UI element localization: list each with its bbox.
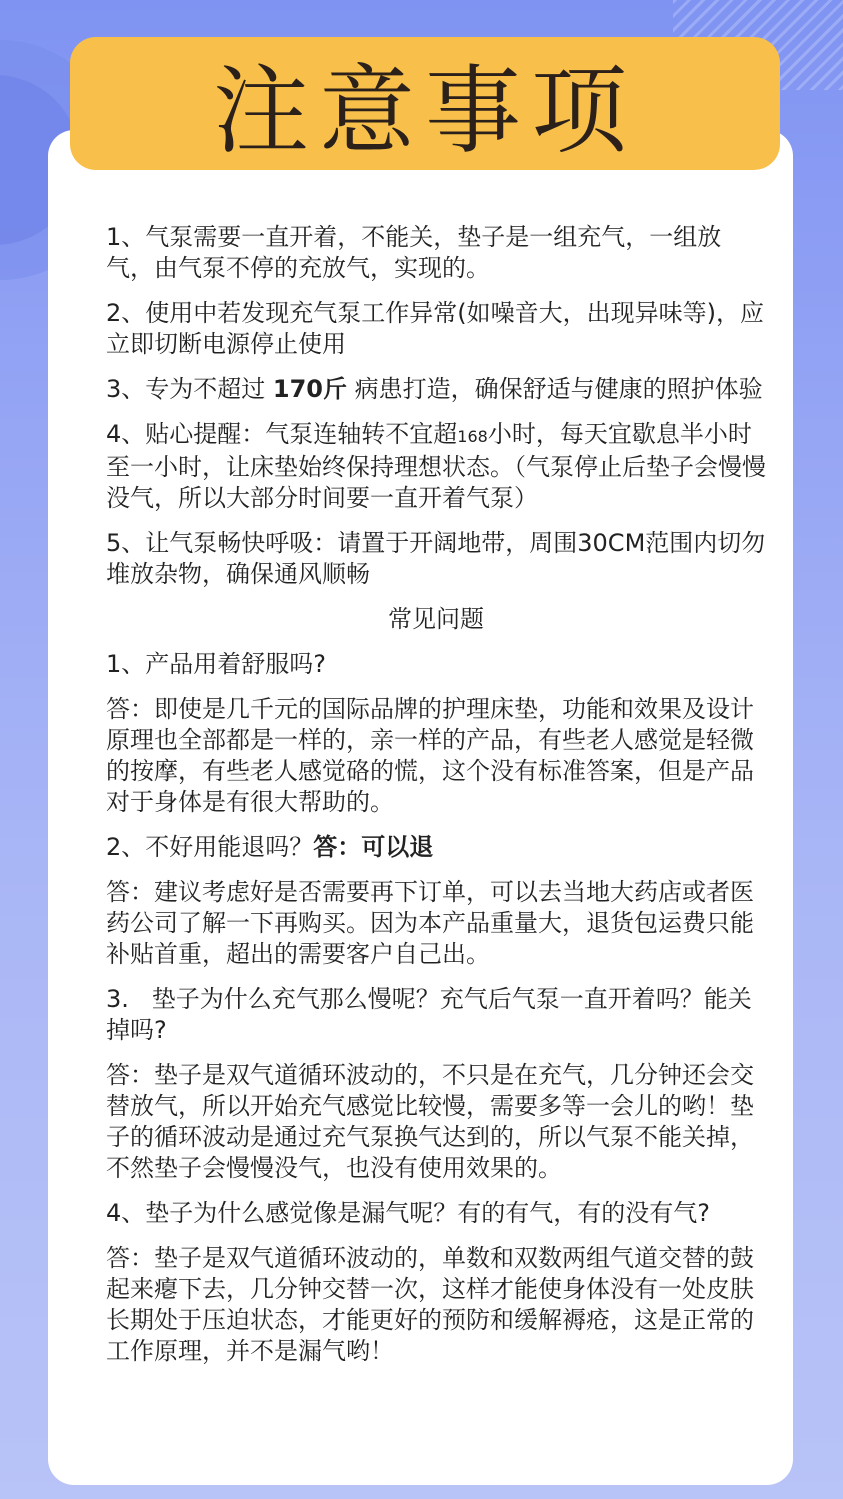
faq-heading: 常见问题 [388, 605, 484, 633]
faq-question-2-text: 2、不好用能退吗？ [106, 833, 314, 861]
faq-question-3: 3. 垫子为什么充气那么慢呢？充气后气泵一直开着吗？能关掉吗? [106, 985, 752, 1044]
note-4-text-end: 小时，每天宜歇息半小时至一小时，让床垫始终保持理想状态。（气泵停止后垫子会慢慢没气，所以大部分时间要一直开着气泵） [106, 420, 766, 512]
faq-question-2 [106, 832, 766, 863]
weight-limit: 170斤 [272, 375, 348, 403]
note-3 [106, 374, 766, 405]
faq-answer-4: 答：垫子是双气道循环波动的，单数和双数两组气道交替的鼓起来瘪下去，几分钟交替一次，这样才能使身体没有一处皮肤长期处于压迫状态，才能更好的预防和缓解褥疮，这是正常的工作原理，并不是漏气哟！ [106, 1244, 754, 1365]
hours-limit: 168 [457, 427, 488, 446]
faq-question-4: 4、垫子为什么感觉像是漏气呢？有的有气，有的没有气? [106, 1199, 711, 1227]
title-banner [70, 37, 780, 170]
note-5: 5、让气泵畅快呼吸：请置于开阔地带，周围30CM范围内切勿堆放杂物，确保通风顺畅 [106, 529, 766, 588]
note-2: 2、使用中若发现充气泵工作异常(如噪音大，出现异味等)，应立即切断电源停止使用 [106, 299, 764, 358]
note-3-text-end: 病患打造，确保舒适与健康的照护体验 [347, 375, 763, 403]
faq-answer-2: 答：建议考虑好是否需要再下订单，可以去当地大药店或者医药公司了解一下再购买。因为本产品重量大，退货包运费只能补贴首重，超出的需要客户自己出。 [106, 878, 754, 968]
note-3-text: 3、专为不超过 [106, 375, 273, 403]
note-4 [106, 419, 766, 514]
notes-content [106, 222, 766, 1381]
faq-answer-3: 答：垫子是双气道循环波动的，不只是在充气，几分钟还会交替放气，所以开始充气感觉比较慢，需要多等一会儿的哟！垫子的循环波动是通过充气泵换气达到的，所以气泵不能关掉，不然垫子会慢慢没气，也没有使用效果的。 [106, 1061, 754, 1182]
faq-answer-1: 答：即使是几千元的国际品牌的护理床垫，功能和效果及设计原理也全部都是一样的，亲一样的产品，有些老人感觉是轻微的按摩，有些老人感觉硌的慌，这个没有标准答案，但是产品对于身体是有很大帮助的。 [106, 695, 754, 816]
faq-question-2-answer: 答：可以退 [313, 833, 434, 861]
faq-question-1: 1、产品用着舒服吗? [106, 650, 327, 678]
page-title: 注意事项 [213, 55, 637, 167]
note-1: 1、气泵需要一直开着，不能关，垫子是一组充气，一组放气，由气泵不停的充放气，实现的。 [106, 223, 722, 282]
note-4-text: 4、贴心提醒：气泵连轴转不宜超 [106, 420, 458, 448]
